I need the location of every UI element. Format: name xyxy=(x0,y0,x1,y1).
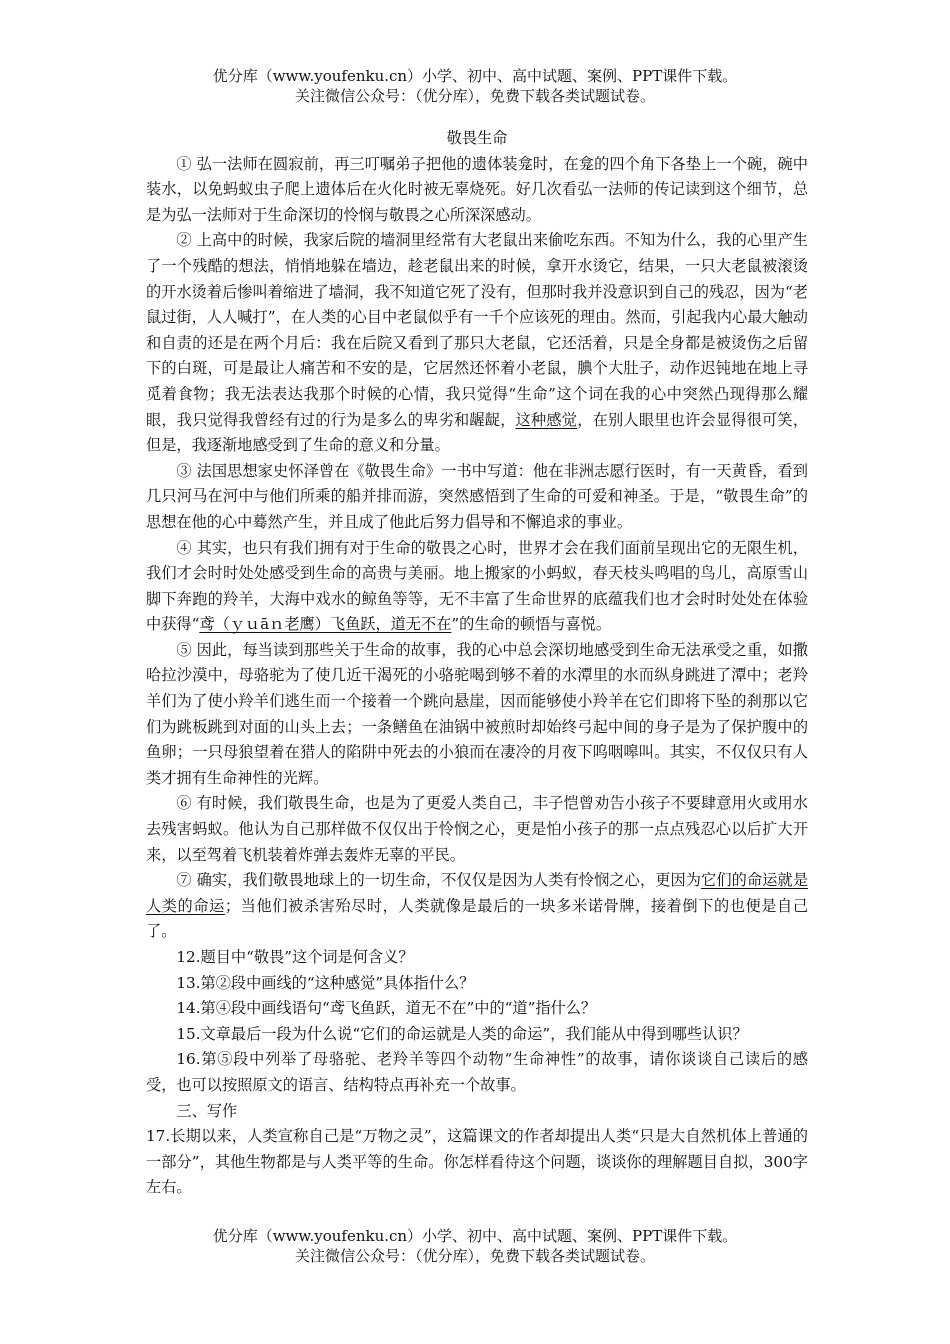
paragraph-1: ① 弘一法师在圆寂前，再三叮嘱弟子把他的遗体装龛时，在龛的四个角下各垫上一个碗，碗中装水，以免蚂蚁虫子爬上遗体后在火化时被无辜烧死。好几次看弘一法师的传记读到这个细节，总是为弘一法师对于生命深切的怜悯与敬畏之心所深深感动。 xyxy=(146,154,808,224)
paragraph-3: ③ 法国思想家史怀泽曾在《敬畏生命》一书中写道：他在非洲志愿行医时，有一天黄昏，看到几只河马在河中与他们所乘的船并排而游，突然感悟到了生命的可爱和神圣。于是，“敬畏生命”的思想在他的心中蓦然产生，并且成了他此后努力倡导和不懈追求的事业。 xyxy=(146,461,808,531)
header-line-2: 关注微信公众号：（优分库），免费下载各类试题试卷。 xyxy=(294,87,655,105)
page-header xyxy=(0,66,950,106)
paragraph-2-text-a: ② 上高中的时候，我家后院的墙洞里经常有大老鼠出来偷吃东西。不知为什么，我的心里产生了一个残酷的想法，悄悄地躲在墙边，趁老鼠出来的时候，拿开水烫它，结果，一只大老鼠被滚烫的开水烫着后惨叫着缩进了墙洞，我不知道它死了没有，但那时我并没意识到自己的残忍，因为“老鼠过街，人人喊打”，在人类的心目中老鼠似乎有一千个应该死的理由。然而，引起我内心最大触动和自责的还是在两个月后：我在后院又看到了那只大老鼠，它还活着，只是全身都是被烫伤之后留下的白斑，可是最让人痛苦和不安的是，它居然还怀着小老鼠，腆个大肚子，动作迟钝地在地上寻觅着食物；我无法表达我那个时候的心情，我只觉得“生命”这个词在我的心中突然凸现得那么耀眼，我只觉得我曾经有过的行为是多么的卑劣和龌龊， xyxy=(146,231,808,429)
question-14: 14.第④段中画线语句“鸢飞鱼跃，道无不在”中的“道”指什么？ xyxy=(176,999,597,1018)
paragraph-7 xyxy=(146,868,808,945)
question-16: 16.第⑤段中列举了母骆驼、老羚羊等四个动物“生命神性”的故事，请你谈谈自己读后的感受，也可以按照原文的语言、结构特点再补充一个故事。 xyxy=(146,1050,808,1094)
underlined-phrase-mingyun: 它们的命运就是人类的命运 xyxy=(146,871,809,915)
question-12: 12.题目中“敬畏”这个词是何含义？ xyxy=(176,948,414,966)
paragraph-6: ⑥ 有时候，我们敬畏生命，也是为了更爱人类自己，丰子恺曾劝告小孩子不要肆意用火或用水去残害蚂蚁。他认为自己那样做不仅仅出于怜悯之心，更是怕小孩子的那一点点残忍心以后扩大开来，以至驾着飞机装着炸弹去轰炸无辜的平民。 xyxy=(146,794,808,864)
underlined-phrase-yuanfeiyuyue: 鸢（ｙｕāｎ老鹰）飞鱼跃，道无不在 xyxy=(199,615,452,634)
paragraph-7-text-b: ；当他们被杀害殆尽时，人类就像是最后的一块多米诺骨牌，接着倒下的也便是自己了。 xyxy=(146,896,809,941)
page-footer xyxy=(0,1226,950,1266)
footer-line-1: 优分库（www.youfenku.cn）小学、初中、高中试题、案例、PPT课件下载。 xyxy=(212,1227,738,1245)
header-line-1: 优分库（www.youfenku.cn）小学、初中、高中试题、案例、PPT课件下载。 xyxy=(212,67,738,85)
document-body xyxy=(146,126,808,1201)
question-13: 13.第②段中画线的“这种感觉”具体指什么？ xyxy=(176,973,475,992)
footer-line-2: 关注微信公众号：（优分库），免费下载各类试题试卷。 xyxy=(294,1247,655,1265)
paragraph-4-text-b: ”的生命的顿悟与喜悦。 xyxy=(451,615,612,634)
paragraph-4 xyxy=(146,536,808,638)
section-heading-writing: 三、写作 xyxy=(176,1101,238,1120)
paragraph-2 xyxy=(146,228,808,458)
question-17: 17.长期以来，人类宣称自己是“万物之灵”，这篇课文的作者却提出人类“只是大自然机体上普通的一部分”，其他生物都是与人类平等的生命。你怎样看待这个问题，谈谈你的理解题目自拟，300字左右。 xyxy=(146,1127,808,1197)
paragraph-7-text-a: ⑦ 确实，我们敬畏地球上的一切生命，不仅仅是因为人类有怜悯之心，更因为 xyxy=(176,871,702,890)
paragraph-4-text-a: ④ 其实，也只有我们拥有对于生命的敬畏之心时，世界才会在我们面前呈现出它的无限生机，我们才会时时处处感受到生命的高贵与美丽。地上搬家的小蚂蚁，春天枝头鸣唱的鸟儿，高原雪山脚下奔跑的羚羊，大海中戏水的鲸鱼等等，无不丰富了生命世界的底蕴我们也才会时时处处在体验中获得“ xyxy=(146,538,808,634)
underlined-phrase-zhezhongganjue: 这种感觉 xyxy=(515,410,578,429)
paragraph-2-text-b: ，在别人眼里也许会显得很可笑，但是，我逐渐地感受到了生命的意义和分量。 xyxy=(146,410,809,455)
article-title: 敬畏生命 xyxy=(446,129,508,147)
paragraph-5: ⑤ 因此，每当读到那些关于生命的故事，我的心中总会深切地感受到生命无法承受之重，如撒哈拉沙漠中，母骆驼为了使几近干渴死的小骆驼喝到够不着的水潭里的水而纵身跳进了潭中；老羚羊们为了使小羚羊们逃生而一个接着一个跳向悬崖，因而能够使小羚羊在它们即将下坠的刹那以它们为跳板跳到对面的山头上去；一条鳝鱼在油锅中被煎时却始终弓起中间的身子是为了保护腹中的鱼卵；一只母狼望着在猎人的陷阱中死去的小狼而在凄冷的月夜下呜咽嗥叫。其实，不仅仅只有人类才拥有生命神性的光辉。 xyxy=(146,640,808,787)
question-15: 15.文章最后一段为什么说“它们的命运就是人类的命运”，我们能从中得到哪些认识？ xyxy=(176,1024,748,1043)
